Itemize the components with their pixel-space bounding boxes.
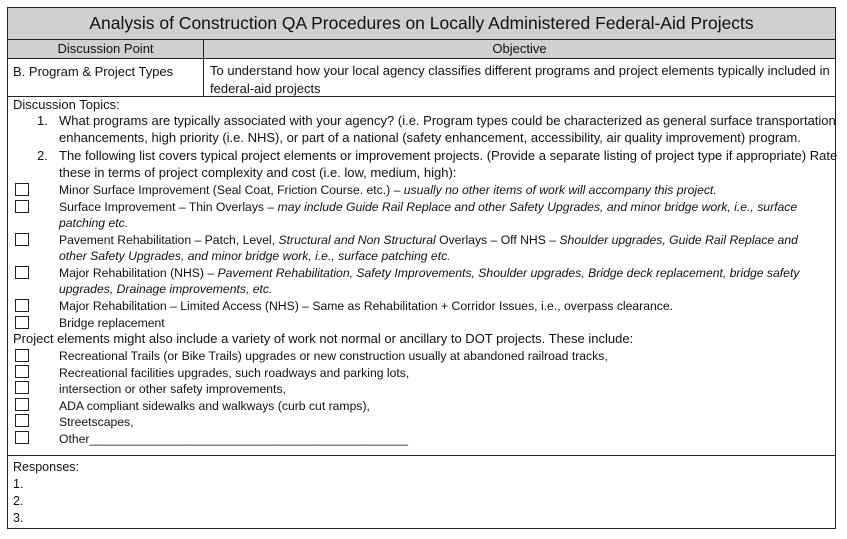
elements-heading: Project elements might also include a variety of work not normal or ancillary to DOT projects. These include:: [13, 331, 634, 346]
checkbox-surface-improvement[interactable]: [15, 200, 29, 213]
checkbox-label: [59, 232, 798, 248]
checkbox-label: Streetscapes,: [59, 415, 134, 429]
question-text: enhancements, high priority (i.e. NHS), or part of a national (safety enhancement, accessibility, air quality improvement) program.: [59, 130, 801, 145]
checkbox-label-continued: other Safety Upgrades, and minor bridge work, i.e., surface patching etc.: [59, 249, 451, 263]
checkbox-ada-sidewalks[interactable]: [15, 398, 29, 411]
question-text: these in terms of project complexity and cost (i.e. low, medium, high):: [59, 165, 457, 180]
discussion-point-cell: B. Program & Project Types: [8, 59, 204, 96]
checkbox-label: intersection or other safety improvements,: [59, 382, 286, 396]
label-italic: Structural and Non Structural: [278, 233, 440, 247]
discussion-topics-section: [8, 97, 838, 456]
discussion-row: [8, 59, 835, 97]
label-text: Overlays – Off NHS –: [439, 233, 560, 247]
label-italic: Pavement Rehabilitation, Safety Improvements, Shoulder upgrades, Bridge deck replacement, bridge safety: [217, 266, 800, 280]
checkbox-streetscapes[interactable]: [15, 414, 29, 427]
question-number: 2.: [37, 148, 48, 163]
checkbox-label: Major Rehabilitation – Limited Access (NHS) – Same as Rehabilitation + Corridor Issues, i.e., overpass clearance.: [59, 299, 674, 313]
question-text: What programs are typically associated with your agency? (i.e. Program types could be characterized as general surface transportation: [59, 113, 836, 128]
checkbox-label: [59, 182, 717, 198]
form-title: Analysis of Construction QA Procedures on Locally Administered Federal-Aid Projects: [8, 8, 835, 40]
checkbox-label: ADA compliant sidewalks and walkways (curb cut ramps),: [59, 399, 370, 413]
checkbox-major-rehabilitation-nhs[interactable]: [15, 266, 29, 279]
label-text: Major Rehabilitation (NHS) –: [59, 266, 218, 280]
checkbox-bridge-replacement[interactable]: [15, 316, 29, 329]
checkbox-label: Recreational Trails (or Bike Trails) upgrades or new construction usually at abandoned railroad tracks,: [59, 349, 608, 363]
checkbox-label-other: Other_______________________________________________: [59, 432, 409, 446]
checkbox-label: Recreational facilities upgrades, such roadways and parking lots,: [59, 366, 410, 380]
question-number: 1.: [37, 113, 48, 128]
question-text: The following list covers typical project elements or improvement projects. (Provide a separate listing of project type if appropriate) Rate: [59, 148, 838, 163]
checkbox-label-continued: patching etc.: [59, 216, 129, 230]
header-objective: Objective: [492, 41, 547, 56]
checkbox-label-continued: upgrades, Drainage improvements, etc.: [59, 282, 273, 296]
checkbox-intersection-safety[interactable]: [15, 381, 29, 394]
label-text: Minor Surface Improvement (Seal Coat, Friction Course. etc.) –: [59, 183, 404, 197]
checkbox-other[interactable]: [15, 431, 29, 444]
checkbox-major-rehabilitation-limited-access[interactable]: [15, 299, 29, 312]
label-text: Surface Improvement – Thin Overlays –: [59, 200, 278, 214]
checkbox-label: [59, 265, 799, 281]
header-row: [8, 40, 835, 59]
objective-cell: [204, 59, 835, 96]
topics-heading: Discussion Topics:: [13, 97, 120, 112]
response-item[interactable]: 1.: [13, 477, 24, 491]
form-table: [7, 7, 836, 529]
response-item[interactable]: 2.: [13, 494, 24, 508]
checkbox-minor-surface[interactable]: [15, 183, 29, 196]
label-text: Pavement Rehabilitation – Patch, Level,: [59, 233, 279, 247]
checkbox-pavement-rehabilitation[interactable]: [15, 233, 29, 246]
label-italic: may include Guide Rail Replace and other Safety Upgrades, and minor bridge work, i.e., surface: [277, 200, 798, 214]
checkbox-label: Bridge replacement: [59, 316, 165, 330]
checkbox-recreational-trails[interactable]: [15, 349, 29, 362]
response-item[interactable]: 3.: [13, 511, 24, 525]
objective-line: To understand how your local agency classifies different programs and project elements typically included in: [210, 63, 830, 78]
header-discussion-point: Discussion Point: [8, 40, 204, 58]
responses-section: [8, 456, 835, 527]
label-italic: Shoulder upgrades, Guide Rail Replace and: [559, 233, 798, 247]
checkbox-recreational-facilities[interactable]: [15, 365, 29, 378]
objective-line: federal-aid projects: [210, 81, 321, 96]
checkbox-label: [59, 199, 797, 215]
label-italic: usually no other items of work will accompany this project.: [403, 183, 717, 197]
responses-heading: Responses:: [13, 460, 80, 474]
